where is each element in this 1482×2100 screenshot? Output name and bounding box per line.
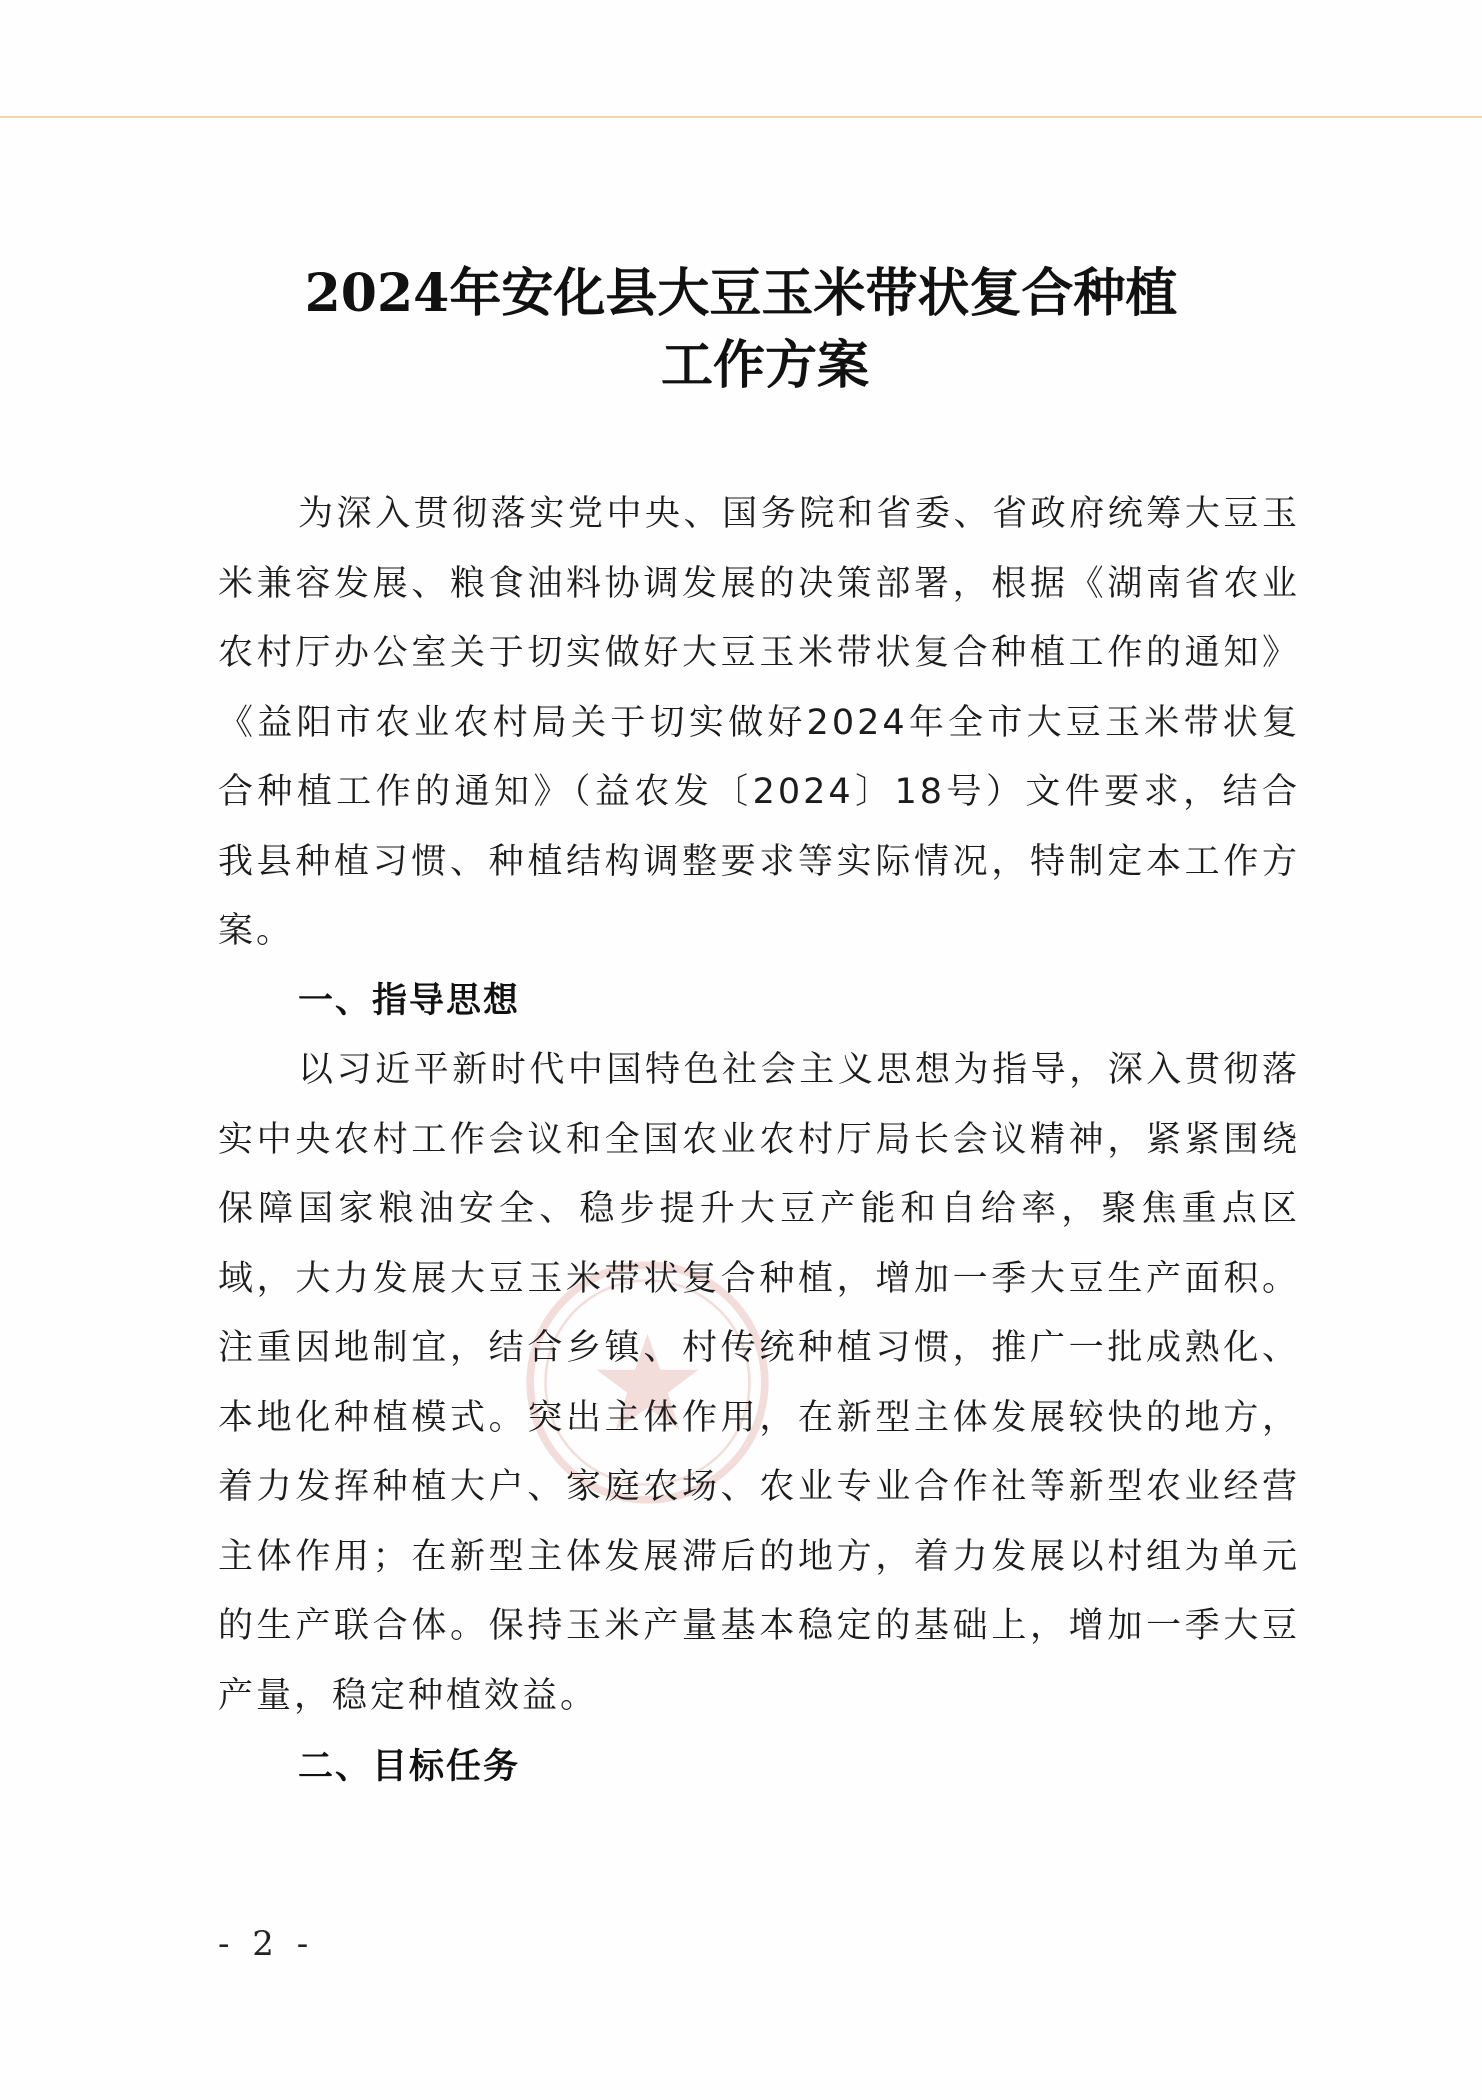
section-heading-goals-tasks: 二、目标任务 [298,1747,521,1787]
document-title [0,258,1482,402]
top-rule-divider [0,116,1482,118]
title-line-2: 工作方案 [660,335,869,396]
section-heading-guiding-ideology: 一、指导思想 [298,980,521,1021]
page-number: - 2 - [218,1924,315,1964]
document-body [218,480,1300,1803]
title-line-1: 2024年安化县大豆玉米带状复合种植 [304,263,1178,324]
guiding-ideology-paragraph: 以习近平新时代中国特色社会主义思想为指导，深入贯彻落实中央农村工作会议和全国农业农村厅局长会议精神，紧紧围绕保障国家粮油安全、稳步提升大豆产能和自给率，聚焦重点区域，大力发展大豆玉米带状复合种植，增加一季大豆生产面积。注重因地制宜，结合乡镇、村传统种植习惯，推广一批成熟化、本地化种植模式。突出主体作用，在新型主体发展较快的地方，着力发挥种植大户、家庭农场、农业专业合作社等新型农业经营主体作用；在新型主体发展滞后的地方，着力发展以村组为单元的生产联合体。保持玉米产量基本稳定的基础上，增加一季大豆产量，稳定种植效益。 [218,1050,1300,1716]
intro-paragraph: 为深入贯彻落实党中央、国务院和省委、省政府统筹大豆玉米兼容发展、粮食油料协调发展的决策部署，根据《湖南省农业农村厅办公室关于切实做好大豆玉米带状复合种植工作的通知》《益阳市农业农村局关于切实做好2024年全市大豆玉米带状复合种植工作的通知》（益农发〔2024〕18号）文件要求，结合我县种植习惯、种植结构调整要求等实际情况，特制定本工作方案。 [218,494,1300,951]
